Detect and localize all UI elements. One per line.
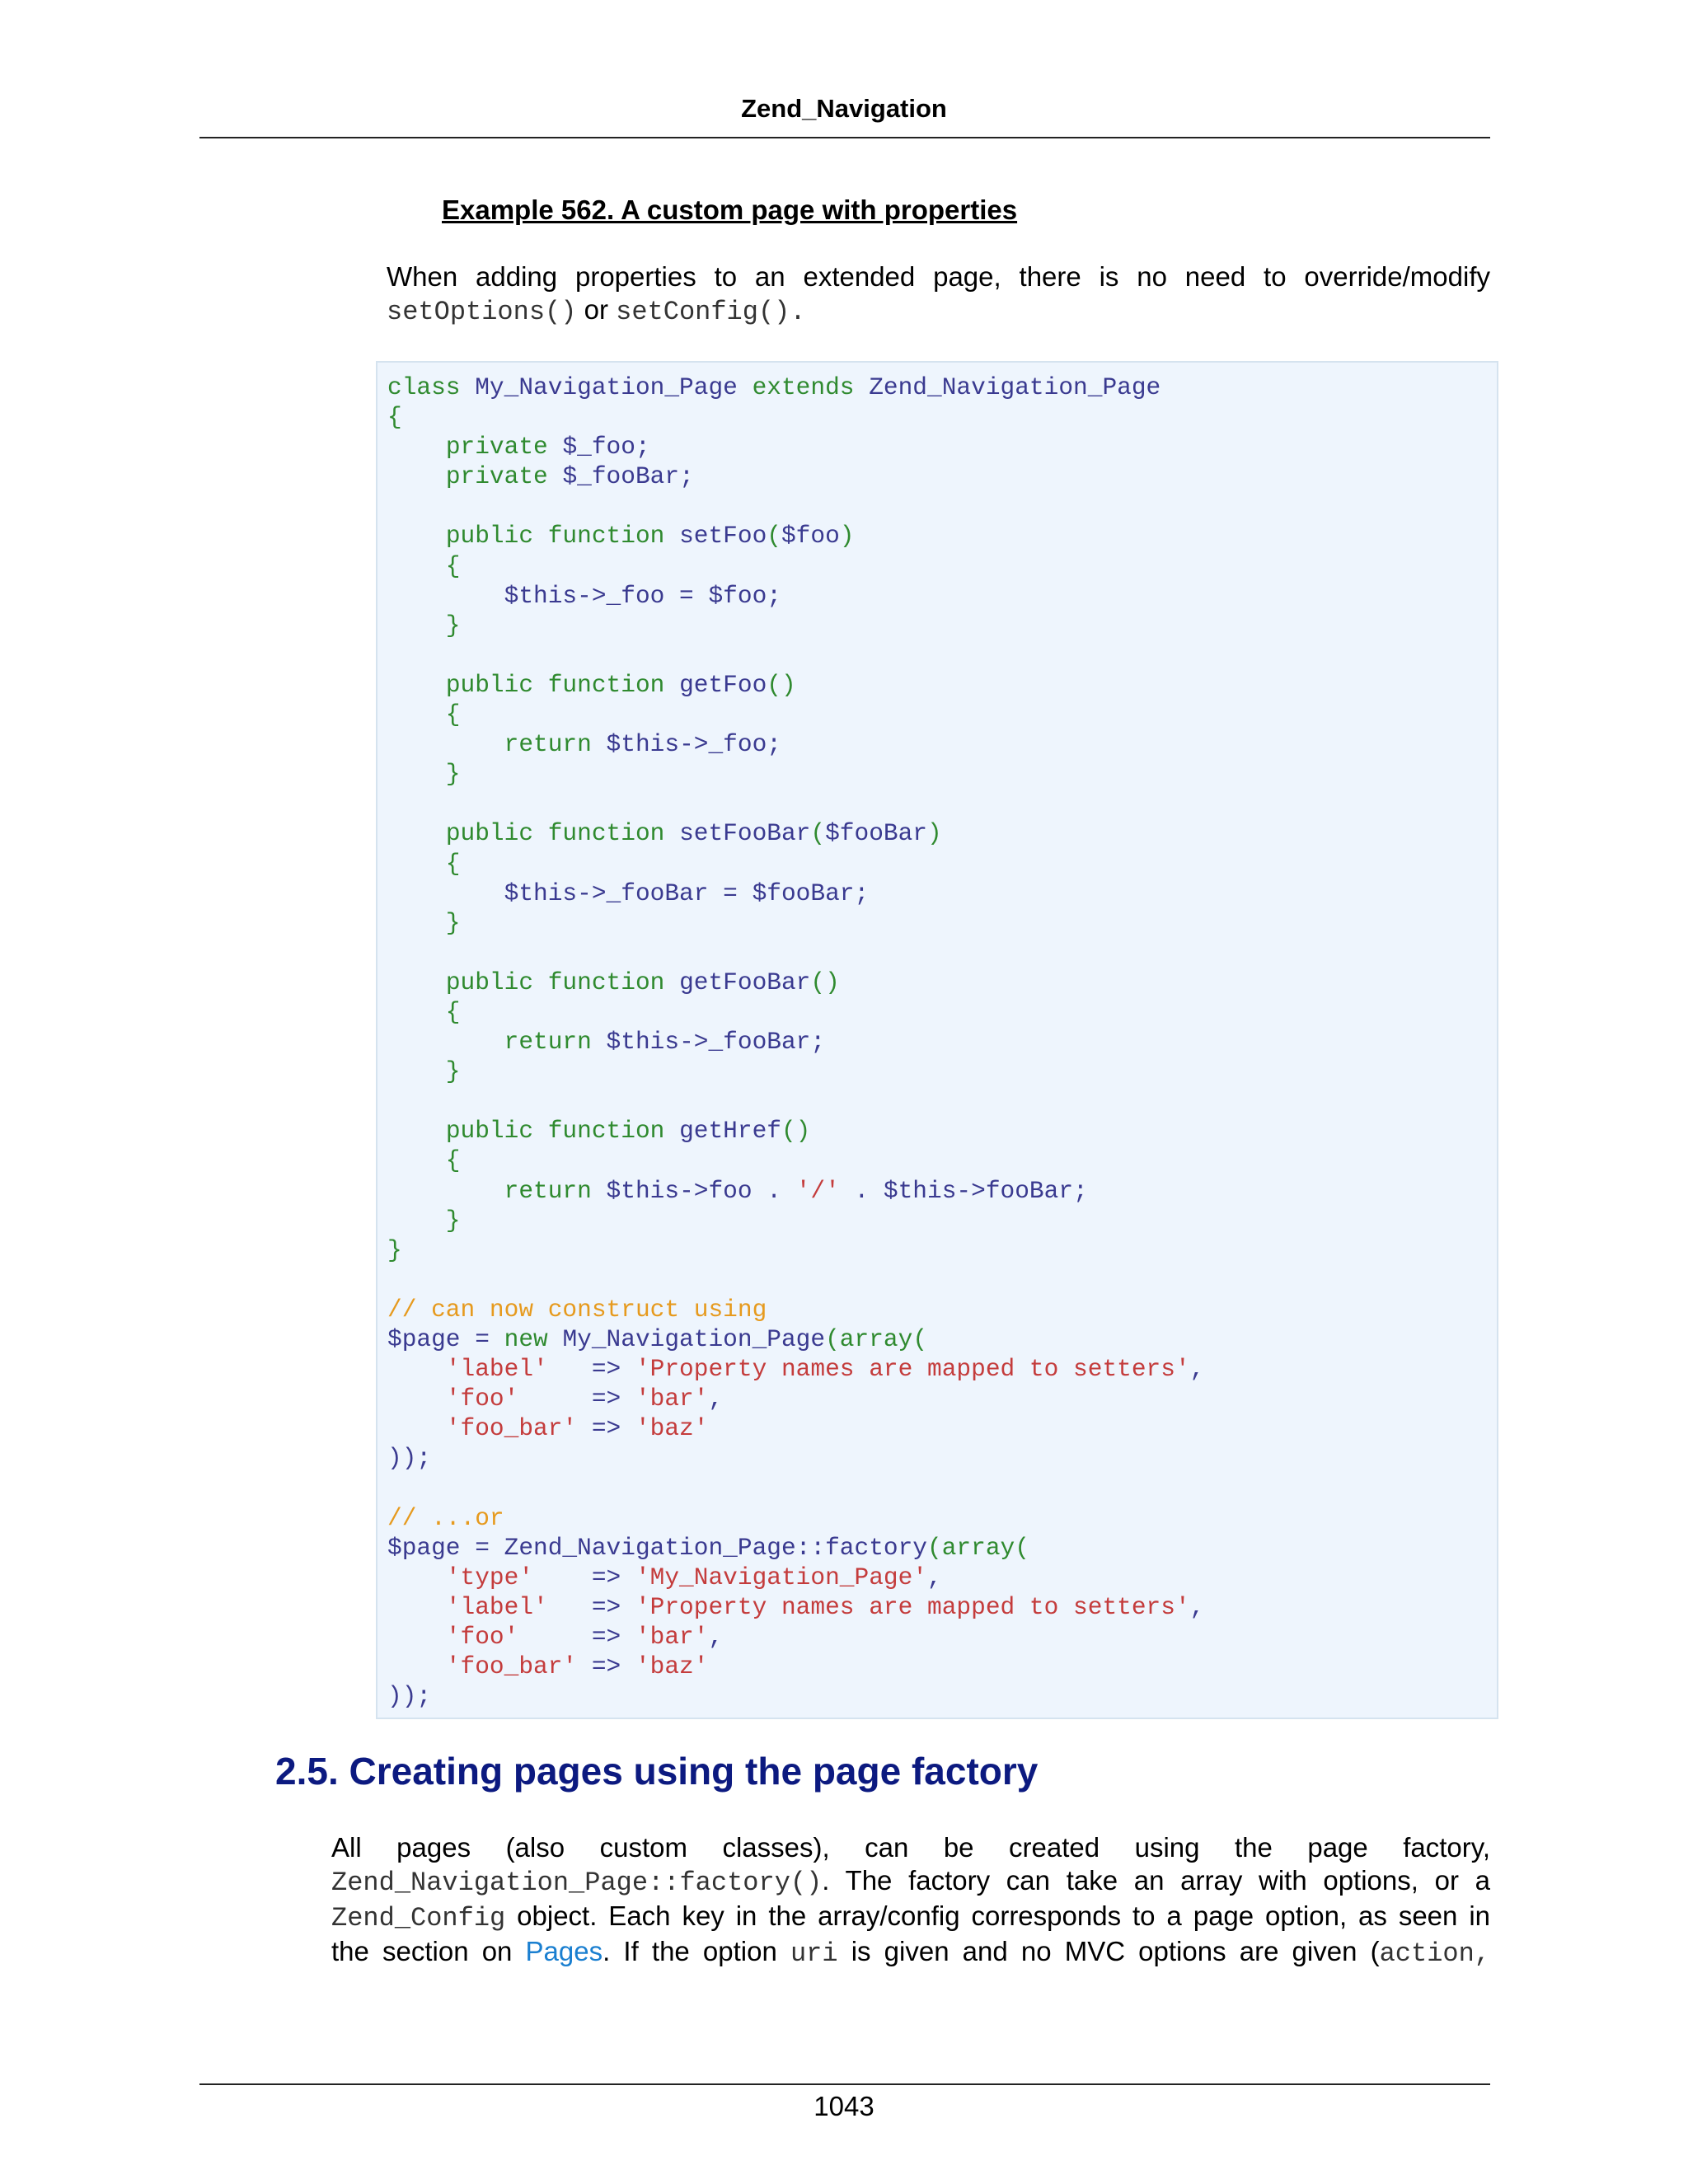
code-line: public function getFoo()	[445, 670, 796, 699]
code-line: 'foo' => 'bar',	[445, 1385, 724, 1413]
code-line: 'type' => 'My_Navigation_Page',	[445, 1563, 942, 1591]
code-line: return $this->foo . '/' . $this->fooBar;	[504, 1176, 1088, 1205]
code-line: {	[387, 701, 461, 729]
para-line-4-c: is given and no MVC options are given (	[837, 1936, 1380, 1966]
code-line: ));	[387, 1682, 432, 1711]
para-line-1: All pages (also custom classes), can be created using the page factory,	[331, 1832, 1490, 1863]
code-action: action,	[1379, 1938, 1490, 1969]
code-line: 'foo_bar' => 'baz'	[445, 1414, 709, 1443]
intro-or: or	[576, 294, 617, 325]
code-line: }	[387, 1235, 402, 1264]
code-line: public function getHref()	[445, 1117, 811, 1146]
code-line: $page = Zend_Navigation_Page::factory(array(	[387, 1533, 1029, 1562]
code-line: 'label' => 'Property names are mapped to setters',	[445, 1355, 1205, 1384]
para-line-3	[331, 1900, 1490, 1935]
code-line: class My_Navigation_Page extends Zend_Navigation_Page	[387, 373, 1161, 401]
code-line: $this->_fooBar = $fooBar;	[504, 879, 870, 907]
para-line-4	[331, 1935, 1490, 1971]
code-line: }	[387, 908, 461, 937]
footer-rule	[199, 2083, 1490, 2085]
code-line: 'foo_bar' => 'baz'	[445, 1652, 709, 1681]
code-line: {	[387, 1146, 461, 1175]
factory-paragraph	[331, 1831, 1490, 1971]
code-line: public function setFooBar($fooBar)	[445, 819, 942, 848]
running-header: Zend_Navigation	[741, 94, 947, 123]
code-zend-config: Zend_Config	[331, 1903, 506, 1933]
code-line: {	[387, 849, 461, 878]
code-setconfig: setConfig().	[616, 297, 806, 327]
code-line: 'foo' => 'bar',	[445, 1622, 724, 1651]
code-line: $this->_foo = $foo;	[504, 581, 781, 610]
para-line-4-a: the section on	[331, 1936, 526, 1966]
code-line: {	[387, 403, 402, 432]
code-line: private $_foo;	[445, 433, 650, 462]
para-line-3-text: object. Each key in the array/config corresponds to a page option, as seen in	[505, 1900, 1490, 1931]
code-line: $page = new My_Navigation_Page(array(	[387, 1325, 928, 1353]
code-line: {	[387, 551, 461, 580]
code-line: }	[387, 1206, 461, 1235]
code-line: // ...or	[387, 1503, 504, 1532]
code-setoptions: setOptions()	[387, 297, 577, 327]
code-line: return $this->_foo;	[504, 730, 781, 759]
code-line: }	[387, 611, 461, 640]
code-line: public function getFooBar()	[445, 968, 840, 996]
code-uri: uri	[790, 1938, 838, 1969]
code-factory: Zend_Navigation_Page::factory()	[331, 1868, 823, 1898]
pages-link[interactable]: Pages	[525, 1936, 603, 1966]
code-line: 'label' => 'Property names are mapped to setters',	[445, 1592, 1205, 1621]
code-line: public function setFoo($foo)	[445, 522, 855, 551]
page-number: 1043	[814, 2091, 874, 2121]
section-heading: 2.5. Creating pages using the page factory	[275, 1750, 1039, 1793]
example-title: Example 562. A custom page with properties	[442, 194, 1018, 225]
para-line-4-b: . If the option	[603, 1936, 790, 1966]
code-line: }	[387, 760, 461, 789]
intro-paragraph	[387, 260, 1490, 329]
code-line: private $_fooBar;	[445, 462, 694, 491]
code-line: ));	[387, 1444, 432, 1473]
code-line: return $this->_fooBar;	[504, 1028, 826, 1057]
code-line: // can now construct using	[387, 1295, 767, 1324]
intro-line-1: When adding properties to an extended page, there is no need to override/modify	[387, 261, 1490, 292]
code-listing	[376, 361, 1498, 1719]
code-line: }	[387, 1057, 461, 1086]
code-line: {	[387, 997, 461, 1026]
header-rule	[199, 137, 1490, 138]
code-block	[387, 373, 1204, 1711]
para-line-2	[331, 1864, 1490, 1900]
para-line-2-text: . The factory can take an array with options, or a	[822, 1865, 1490, 1896]
intro-line-2	[387, 293, 1490, 329]
